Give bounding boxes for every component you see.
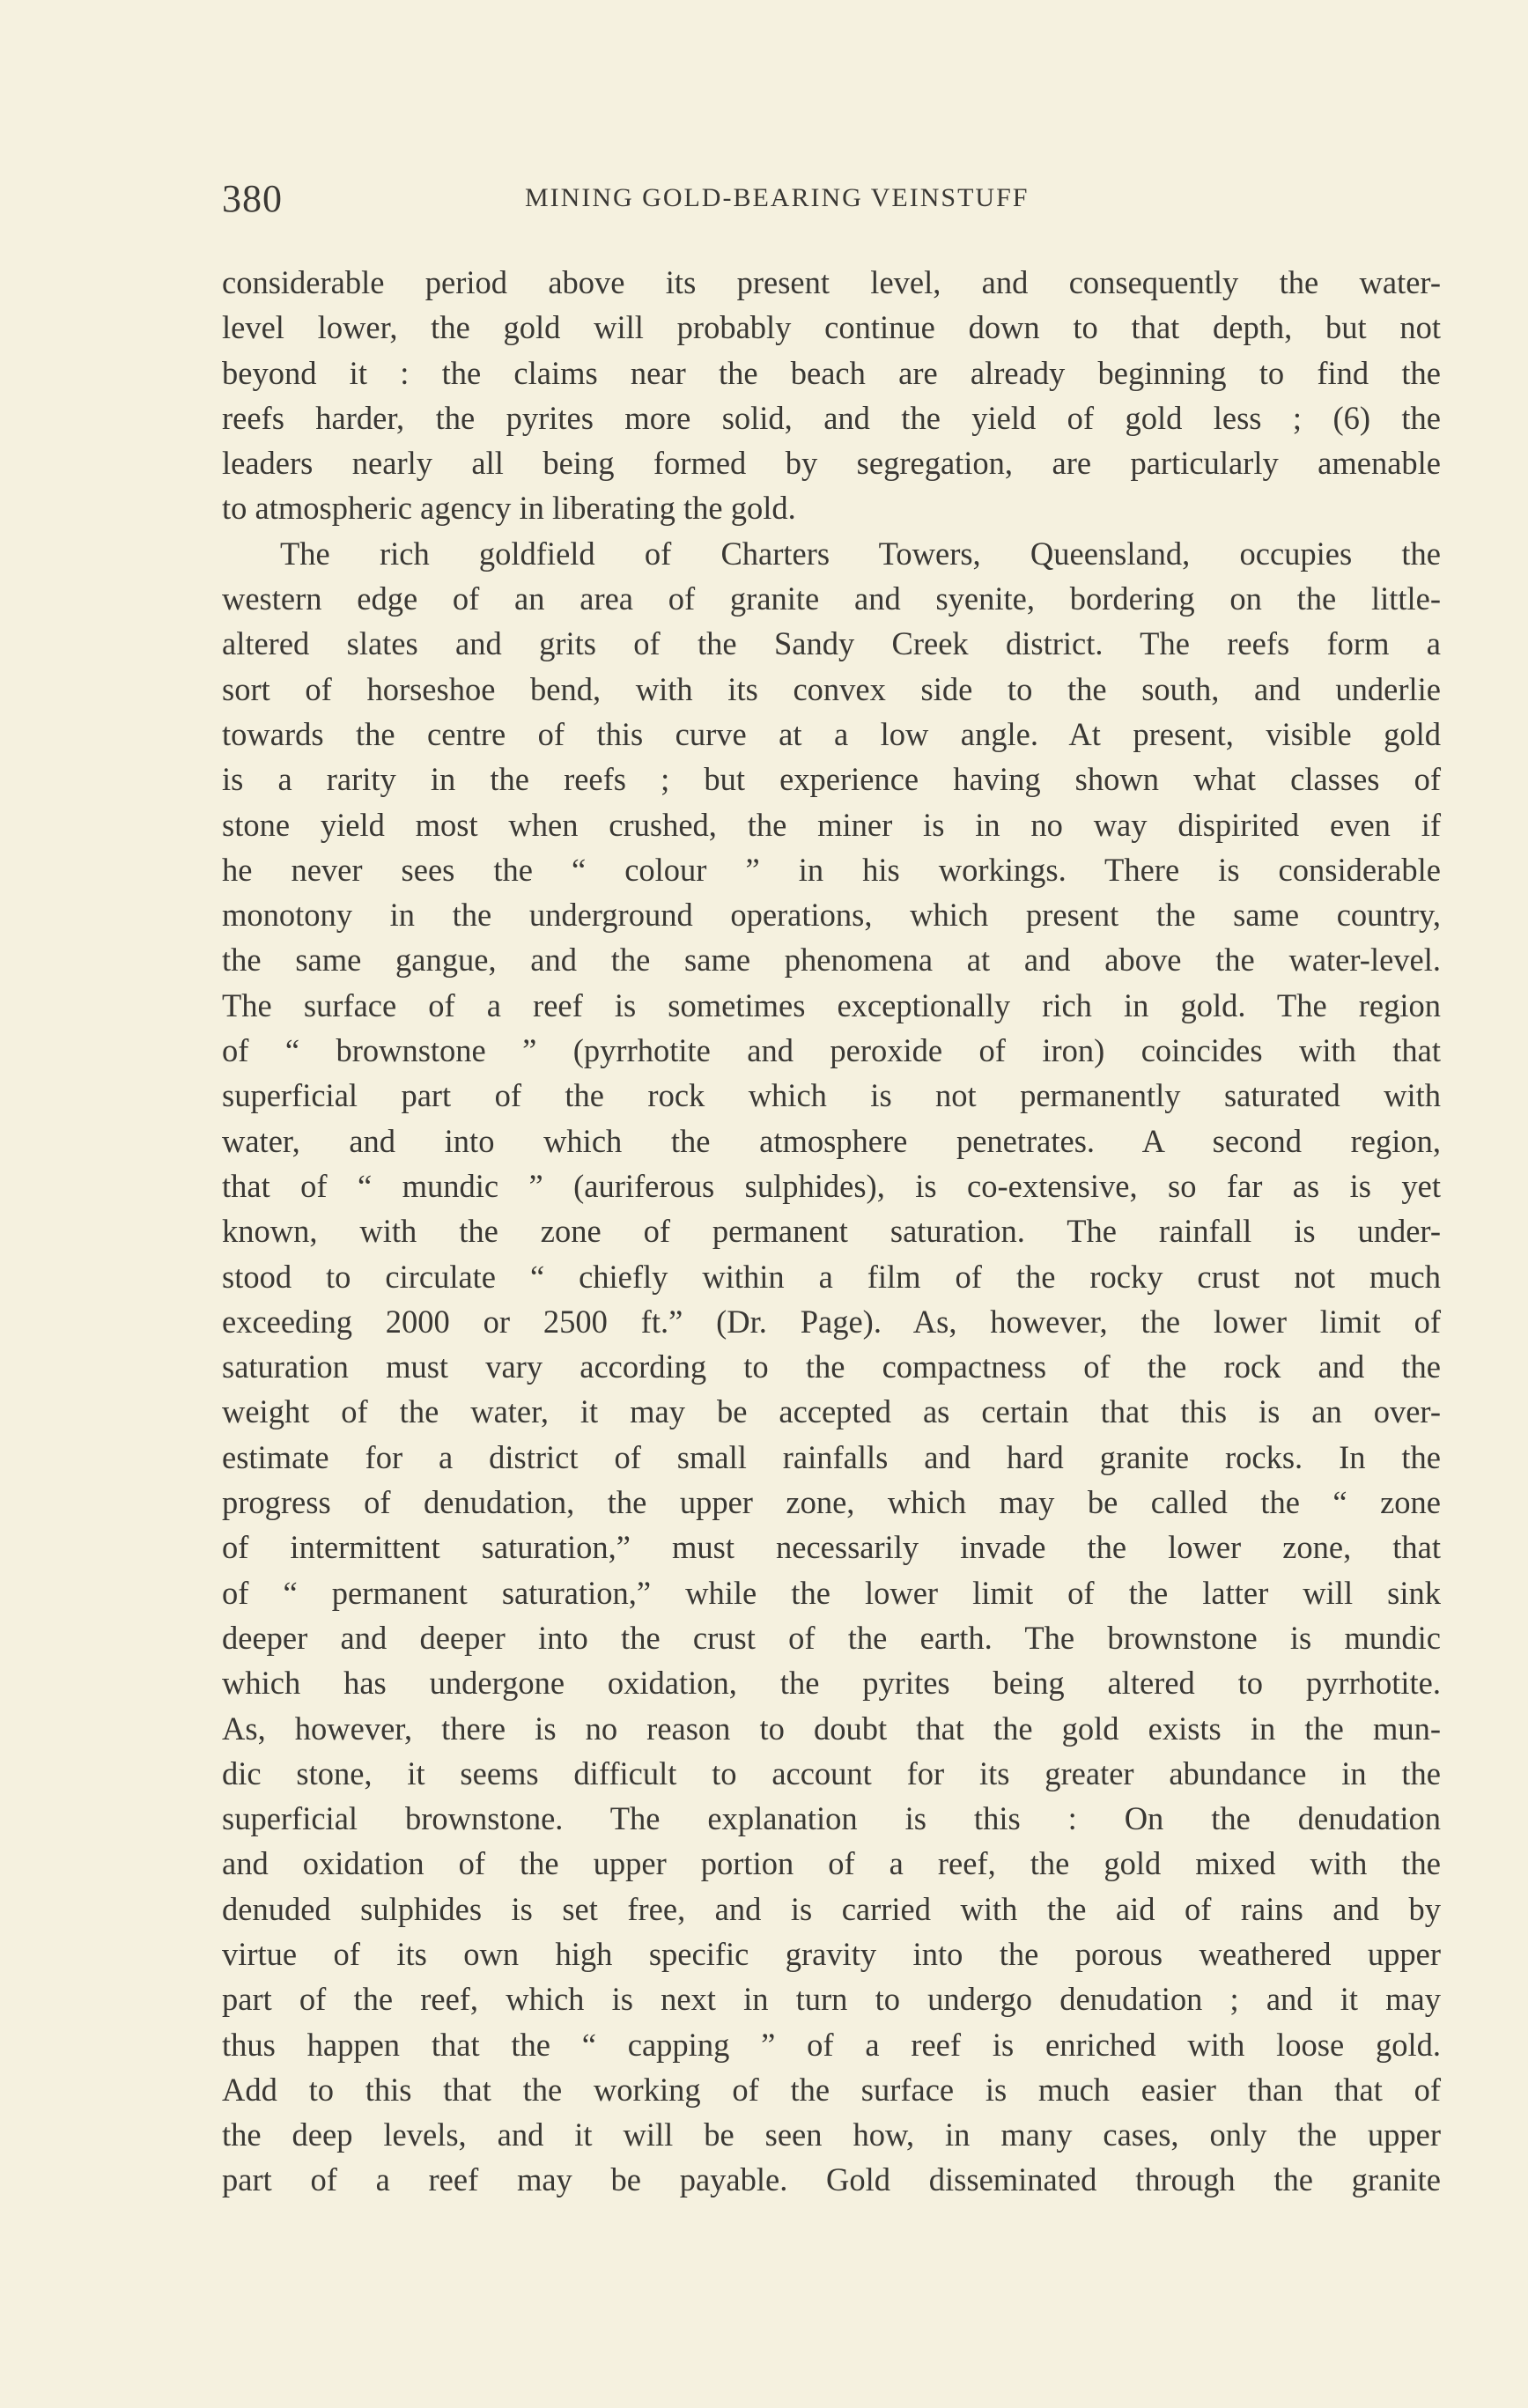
- text-line: of “ permanent saturation,” while the lower limit of the latter will sink: [222, 1574, 1441, 1611]
- text-line: The surface of a reef is sometimes exceptionally rich in gold. The region: [222, 986, 1441, 1023]
- text-line: leaders nearly all being formed by segregation, are particularly amenable: [222, 445, 1441, 482]
- text-line: part of the reef, which is next in turn to undergo denudation ; and it may: [222, 1981, 1441, 2018]
- text-line: The rich goldfield of Charters Towers, Queensland, occupies the: [280, 535, 1441, 572]
- text-line: progress of denudation, the upper zone, which may be called the “ zone: [222, 1484, 1441, 1521]
- text-line: superficial part of the rock which is not permanently saturated with: [222, 1077, 1441, 1114]
- text-line: known, with the zone of permanent saturation. The rainfall is under-: [222, 1213, 1441, 1250]
- text-line: weight of the water, it may be accepted as certain that this is an over-: [222, 1393, 1441, 1430]
- text-line: monotony in the underground operations, which present the same country,: [222, 897, 1441, 934]
- text-line: sort of horseshoe bend, with its convex side to the south, and underlie: [222, 670, 1441, 707]
- text-line: of intermittent saturation,” must necessarily invade the lower zone, that: [222, 1529, 1441, 1566]
- text-line: the same gangue, and the same phenomena at and above the water-level.: [222, 942, 1441, 979]
- text-line: dic stone, it seems difficult to account for its greater abundance in the: [222, 1754, 1441, 1791]
- text-line: stone yield most when crushed, the miner is in no way dispirited even if: [222, 806, 1441, 843]
- text-line: he never sees the “ colour ” in his workings. There is considerable: [222, 851, 1441, 888]
- text-line: saturation must vary according to the compactness of the rock and the: [222, 1348, 1441, 1385]
- text-line: the deep levels, and it will be seen how, in many cases, only the upper: [222, 2116, 1441, 2153]
- running-title: MINING GOLD-BEARING VEINSTUFF: [525, 183, 1030, 212]
- text-line: considerable period above its present level, and consequently the water-: [222, 264, 1441, 300]
- text-line: exceeding 2000 or 2500 ft.” (Dr. Page). As, however, the lower limit of: [222, 1303, 1441, 1340]
- text-line: Add to this that the working of the surface is much easier than that of: [222, 2071, 1441, 2108]
- text-line: towards the centre of this curve at a low angle. At present, visible gold: [222, 715, 1441, 752]
- page-number: 380: [222, 177, 283, 220]
- running-header: [222, 176, 1437, 229]
- text-line: stood to circulate “ chiefly within a film of the rocky crust not much: [222, 1258, 1441, 1295]
- text-line: level lower, the gold will probably continue down to that depth, but not: [222, 309, 1441, 346]
- text-line: water, and into which the atmosphere penetrates. A second region,: [222, 1122, 1441, 1159]
- text-line: of “ brownstone ” (pyrrhotite and peroxide of iron) coincides with that: [222, 1032, 1441, 1069]
- text-line: denuded sulphides is set free, and is carried with the aid of rains and by: [222, 1890, 1441, 1927]
- paragraph: [222, 531, 1441, 2203]
- text-line: deeper and deeper into the crust of the earth. The brownstone is mundic: [222, 1619, 1441, 1656]
- text-line: part of a reef may be payable. Gold disseminated through the granite: [222, 2161, 1441, 2198]
- paragraph: [222, 260, 1441, 531]
- text-line: As, however, there is no reason to doubt that the gold exists in the mun-: [222, 1710, 1441, 1747]
- text-line: western edge of an area of granite and syenite, bordering on the little-: [222, 580, 1441, 617]
- text-line: is a rarity in the reefs ; but experience having shown what classes of: [222, 761, 1441, 798]
- text-line: and oxidation of the upper portion of a reef, the gold mixed with the: [222, 1845, 1441, 1882]
- text-line: that of “ mundic ” (auriferous sulphides), is co-extensive, so far as is yet: [222, 1167, 1441, 1204]
- text-line: estimate for a district of small rainfalls and hard granite rocks. In the: [222, 1438, 1441, 1475]
- text-line: altered slates and grits of the Sandy Creek district. The reefs form a: [222, 625, 1441, 662]
- body-text: [222, 260, 1441, 2203]
- text-line: superficial brownstone. The explanation is this : On the denudation: [222, 1800, 1441, 1837]
- text-line: thus happen that the “ capping ” of a reef is enriched with loose gold.: [222, 2026, 1441, 2063]
- text-line: beyond it : the claims near the beach are already beginning to find the: [222, 354, 1441, 391]
- text-line: reefs harder, the pyrites more solid, and the yield of gold less ; (6) the: [222, 399, 1441, 436]
- text-line: which has undergone oxidation, the pyrites being altered to pyrrhotite.: [222, 1665, 1441, 1702]
- text-line: virtue of its own high specific gravity into the porous weathered upper: [222, 1935, 1441, 1972]
- text-line: to atmospheric agency in liberating the gold.: [222, 490, 796, 527]
